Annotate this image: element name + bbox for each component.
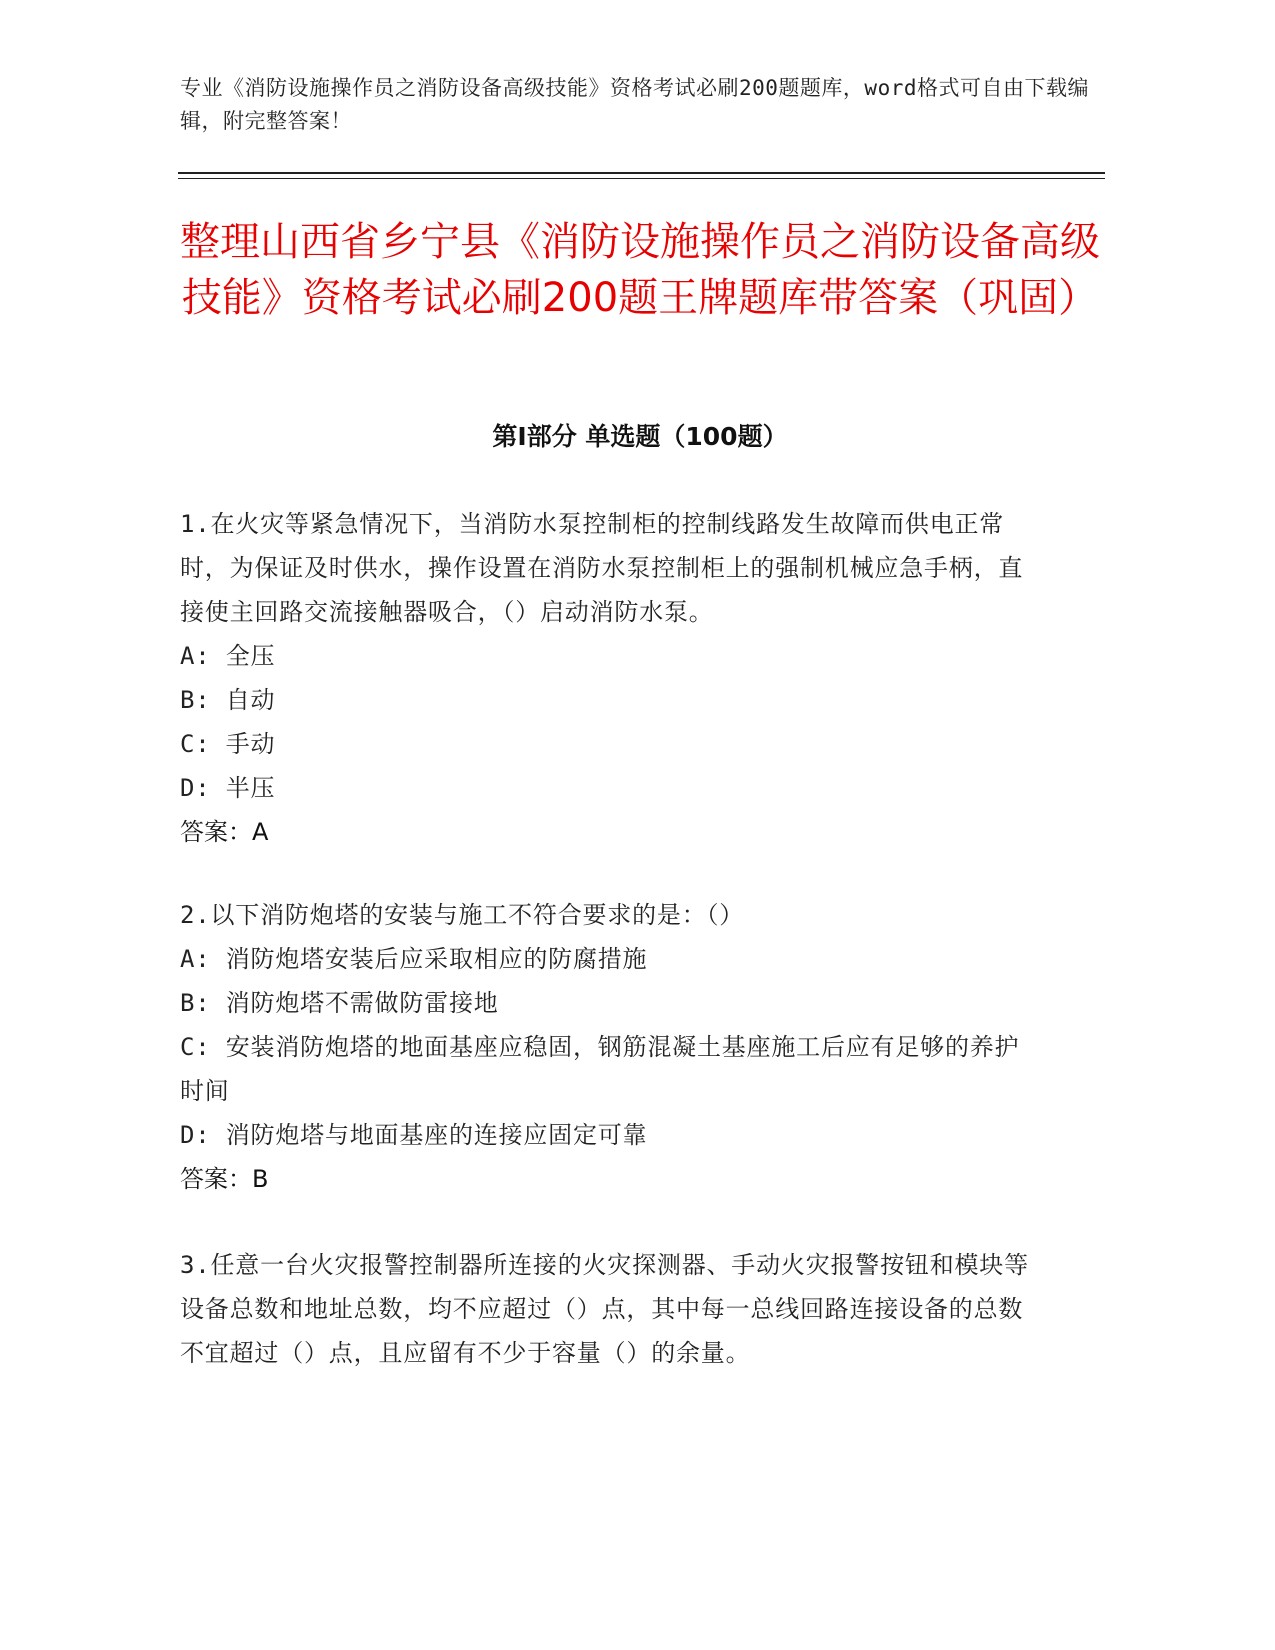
answer: 答案：B bbox=[180, 1165, 269, 1193]
question-stem: 3.任意一台火灾报警控制器所连接的火灾探测器、手动火灾报警按钮和模块等设备总数和地址总数，均不应超过（）点，其中每一总线回路连接设备的总数不宜超过（）点，且应留有不少于容量（）的余量。 bbox=[180, 1251, 1029, 1367]
option-a: A: 全压 bbox=[180, 642, 276, 670]
header-divider-thin bbox=[178, 178, 1105, 179]
question-stem: 2.以下消防炮塔的安装与施工不符合要求的是：（） bbox=[180, 901, 745, 929]
option-d: D: 消防炮塔与地面基座的连接应固定可靠 bbox=[180, 1121, 648, 1149]
document-title: 整理山西省乡宁县《消防设施操作员之消防设备高级技能》资格考试必刷200题王牌题库带答案（巩固） bbox=[180, 219, 1100, 321]
option-a: A: 消防炮塔安装后应采取相应的防腐措施 bbox=[180, 945, 648, 973]
option-c: C: 安装消防炮塔的地面基座应稳固，钢筋混凝土基座施工后应有足够的养护时间 bbox=[180, 1033, 1020, 1105]
question-3 bbox=[180, 1243, 1030, 1375]
option-c: C: 手动 bbox=[180, 730, 276, 758]
option-b: B: 消防炮塔不需做防雷接地 bbox=[180, 989, 499, 1017]
header-divider-thick bbox=[178, 172, 1105, 174]
option-b: B: 自动 bbox=[180, 686, 276, 714]
question-1 bbox=[180, 502, 1030, 854]
header-note: 专业《消防设施操作员之消防设备高级技能》资格考试必刷200题题库，word格式可自由下载编辑，附完整答案！ bbox=[180, 76, 1089, 133]
answer: 答案：A bbox=[180, 818, 269, 846]
option-d: D: 半压 bbox=[180, 774, 276, 802]
question-stem: 1.在火灾等紧急情况下，当消防水泵控制柜的控制线路发生故障而供电正常时，为保证及时供水，操作设置在消防水泵控制柜上的强制机械应急手柄，直接使主回路交流接触器吸合，（）启动消防水泵。 bbox=[180, 510, 1024, 626]
section-title: 第Ⅰ部分 单选题（100题） bbox=[492, 422, 788, 451]
question-2 bbox=[180, 893, 1030, 1201]
